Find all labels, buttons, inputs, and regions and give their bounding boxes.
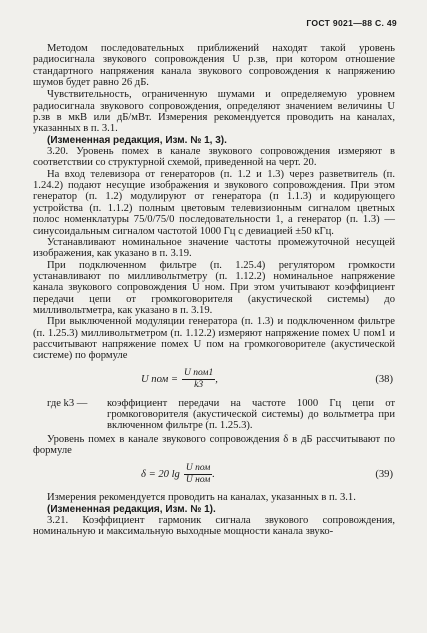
fraction-numerator: U пом bbox=[185, 462, 211, 473]
paragraph: Уровень помех в канале звукового сопровождения δ в дБ рассчитывают по формуле bbox=[33, 433, 395, 456]
formula-lhs: δ = 20 lg bbox=[141, 468, 180, 480]
amendment-note: (Измененная редакция, Изм. № 1). bbox=[47, 503, 216, 515]
variable-definition bbox=[33, 398, 395, 432]
formula-fraction bbox=[184, 463, 212, 486]
paragraph: 3.21. Коэффициент гармоник сигнала звукового сопровождения, номинальную и максимальную выходные мощности канала звуко- bbox=[33, 515, 395, 538]
formula-fraction bbox=[182, 368, 215, 391]
fraction-denominator: U ном bbox=[185, 474, 211, 485]
paragraph: При выключенной модуляции генератора (п. 1.3) и подключенном фильтре (п. 1.25.3) милливольтметром (п. 1.12.2) измеряют напряжение помех U пом1 и рассчитывают напряжение помех U пом на громкоговорителе (акустической системе) по формуле bbox=[33, 316, 395, 362]
formula-39 bbox=[33, 459, 395, 489]
amendment-note: (Измененная редакция, Изм. № 1, 3). bbox=[47, 134, 227, 146]
running-header: ГОСТ 9021—88 С. 49 bbox=[306, 18, 397, 28]
fraction-numerator: U пом1 bbox=[184, 368, 214, 379]
paragraph: Чувствительность, ограниченную шумами и определяемую уровнем радиосигнала звукового сопровождения, определяют значением величины U р.зв в мкВ или дБ/мВт. Измерения рекомендуется проводить на каналах, указанных в п. 3.1. bbox=[33, 89, 395, 135]
formula-punct: . bbox=[212, 468, 215, 480]
formula-number: (38) bbox=[375, 373, 393, 385]
paragraph: 3.20. Уровень помех в канале звукового сопровождения измеряют в соответствии со структурной схемой, приведенной на черт. 20. bbox=[33, 146, 395, 169]
definition-term: где k3 — bbox=[47, 397, 88, 409]
paragraph: Методом последовательных приближений находят такой уровень радиосигнала звукового сопровождения U р.зв, при котором отношение стандартного напряжения канала звукового сопровождения к напряжению шумов будет равно 26 дБ. bbox=[33, 43, 395, 89]
document-body bbox=[33, 43, 395, 538]
formula-38 bbox=[33, 365, 395, 395]
paragraph: При подключенном фильтре (п. 1.25.4) регулятором громкости устанавливают по милливольтметру (п. 1.12.2) номинальное напряжение канала звукового сопровождения U ном. При этом учитывают коэффициент передачи цепи от громкоговорителя (акустической системы) до милливольтметра, как указано в п. 3.19. bbox=[33, 259, 395, 316]
paragraph: Измерения рекомендуется проводить на каналах, указанных в п. 3.1. bbox=[47, 492, 356, 504]
definition-text: коэффициент передачи на частоте 1000 Гц цепи от громкоговорителя (акустической системы) до вольтметра при включенном фильтре (п. 1.25.3). bbox=[107, 397, 395, 432]
formula-lhs: U пом = bbox=[141, 373, 179, 385]
fraction-denominator: k3 bbox=[194, 380, 204, 391]
paragraph: Устанавливают номинальное значение частоты промежуточной несущей изображения, как указано в п. 3.19. bbox=[33, 236, 395, 260]
paragraph: На вход телевизора от генераторов (п. 1.2 и 1.3) через разветвитель (п. 1.24.2) подают несущие изображения и звукового сопровождения. При этом генератор (п. 1.2) модулируют от генератора (п 1.1.3) и кодирующего устройства (п. 1.1.2) полным цветовым телевизионным сигналом цветных полос номенклатуры 75/0/75/0 последовательности 1, а генератор (п. 1.3) — синусоидальным сигналом частотой 1000 Гц с девиацией ±50 кГц. bbox=[33, 168, 395, 237]
formula-number: (39) bbox=[375, 468, 393, 480]
formula-punct: , bbox=[215, 373, 218, 385]
